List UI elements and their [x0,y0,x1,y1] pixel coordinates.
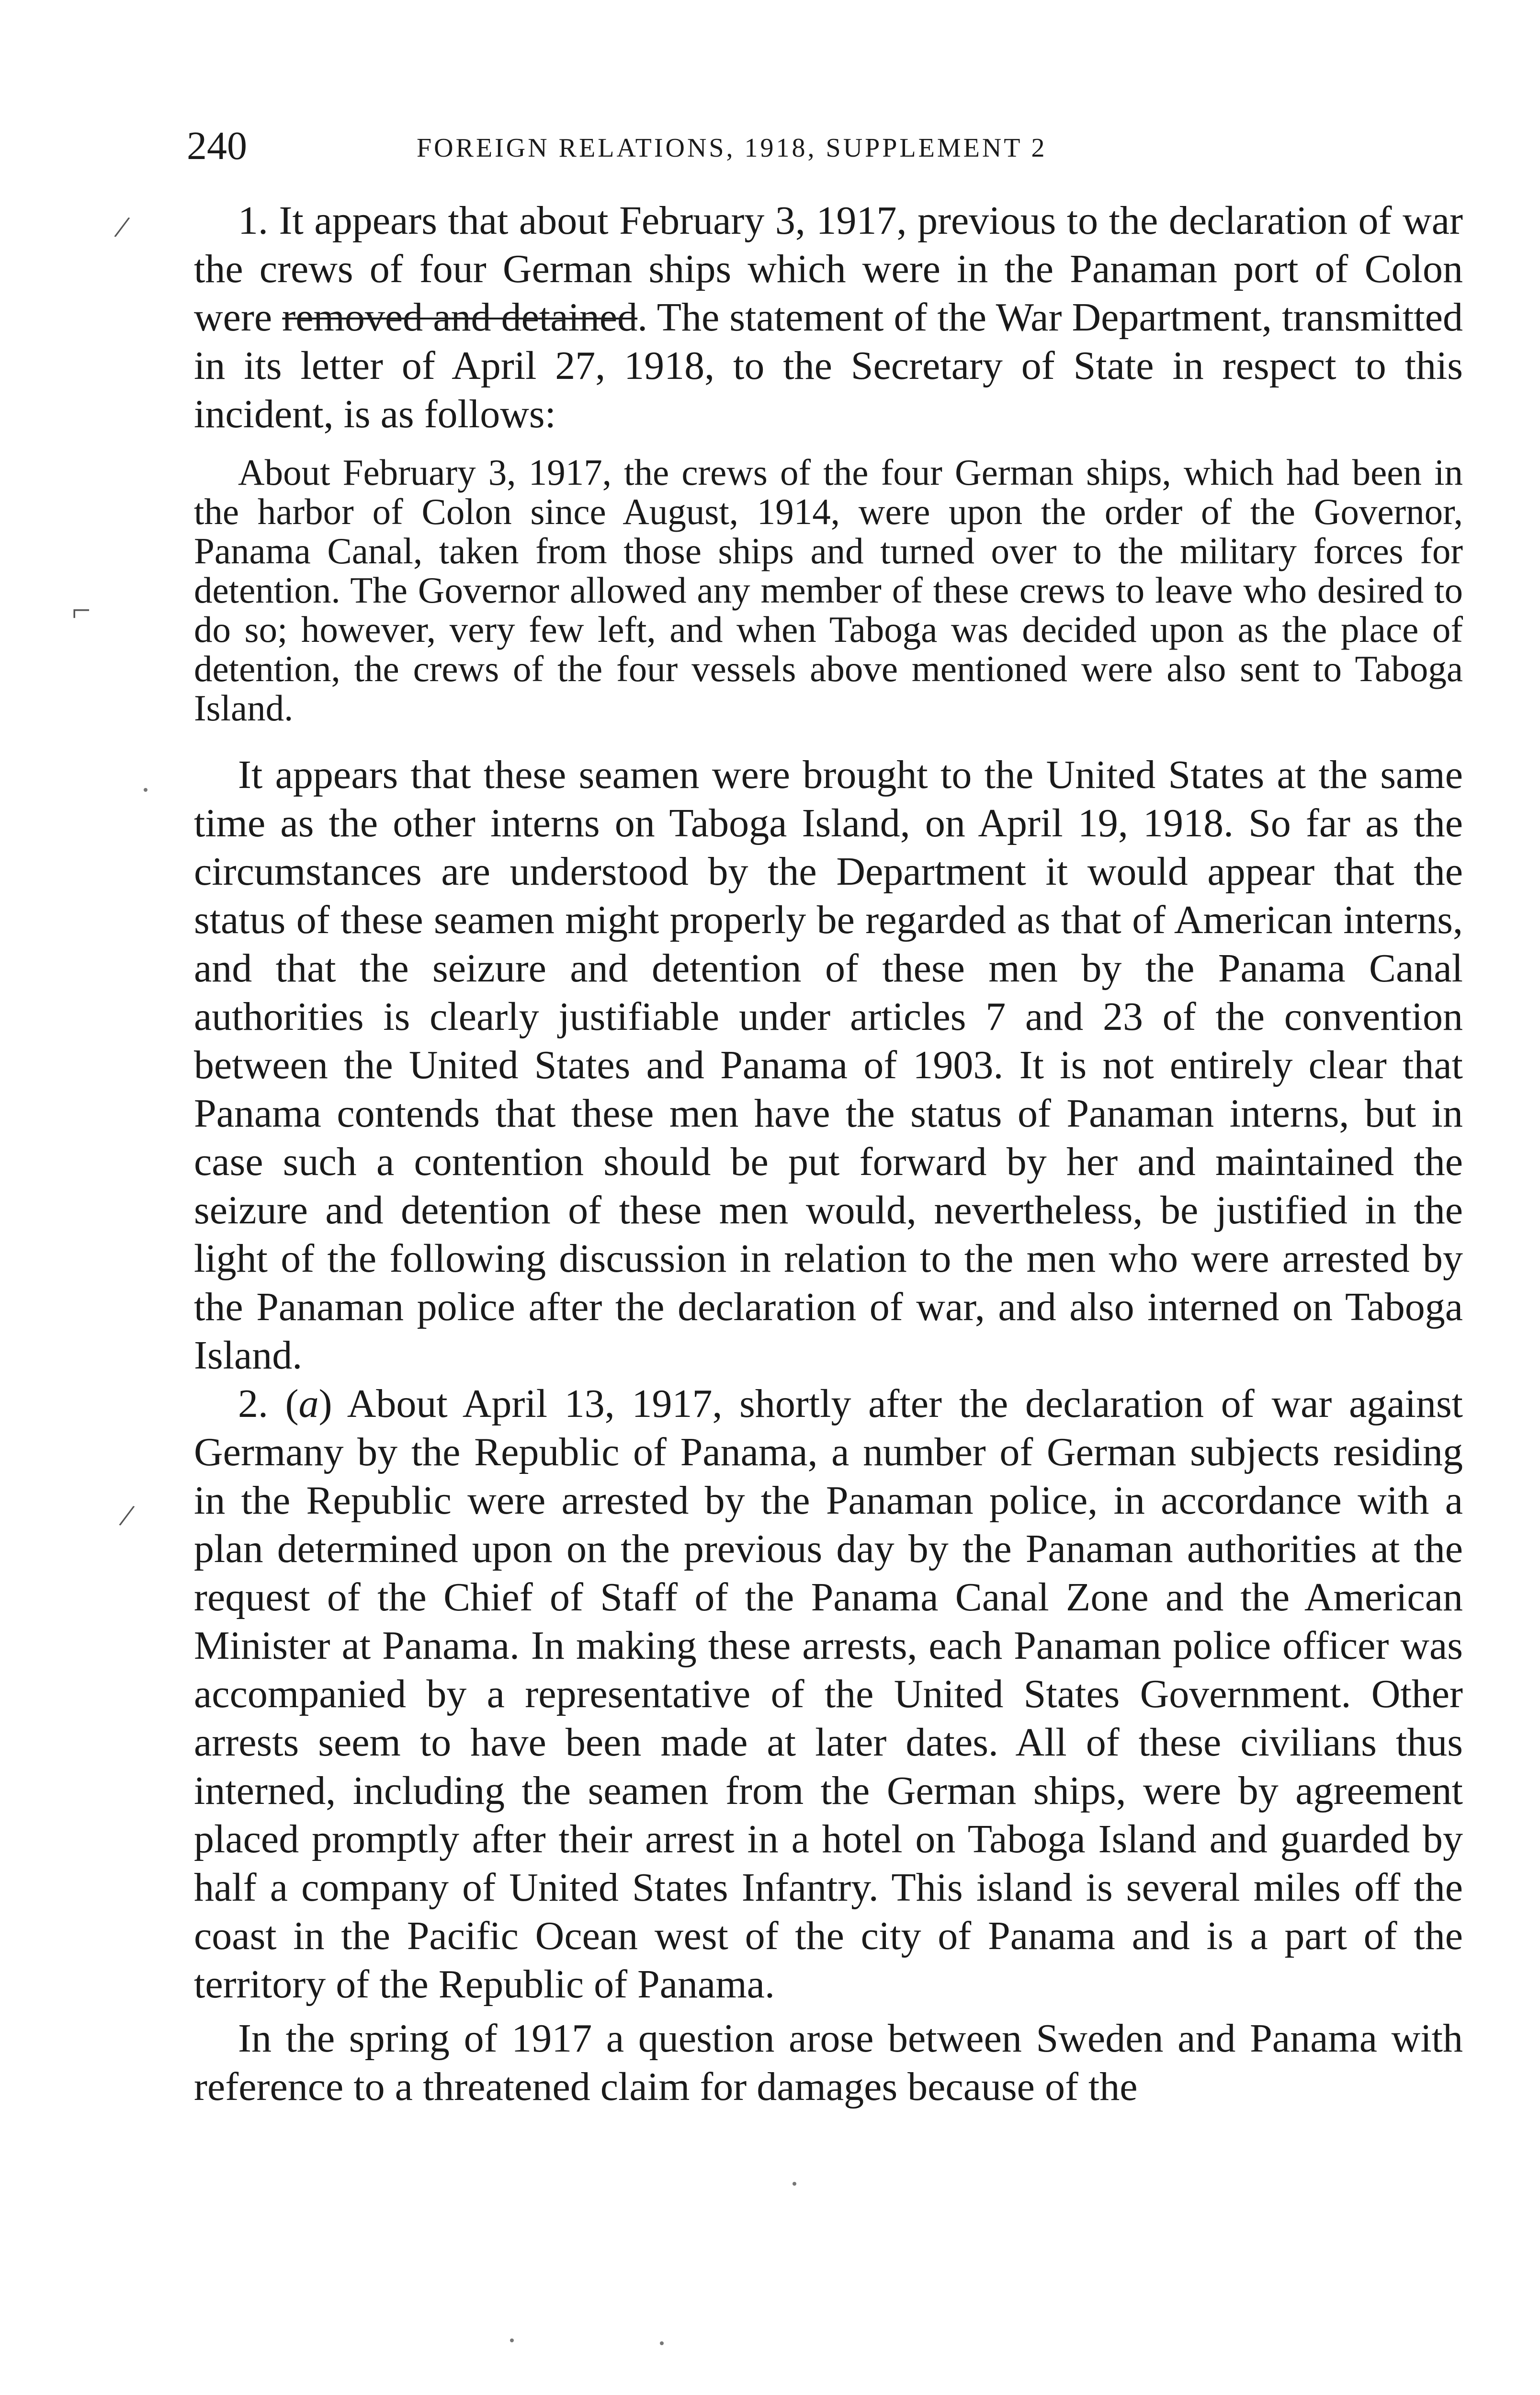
margin-mark: ⌐ [72,592,91,629]
margin-dot [144,788,147,792]
paragraph-1-end: . The statement of the War Department, transmitted in its letter of April 27, 1918, to the Secretary of State in respect to this incident, is as follows: [194,295,1463,436]
paragraph-4: In the spring of 1917 a question arose between Sweden and Panama with reference to a threatened claim for damages because of the [194,2016,1463,2109]
paragraph-1 [194,196,1463,438]
margin-mark: / [112,208,133,247]
text-column [194,196,1463,2111]
page-number: 240 [187,124,247,168]
section-number: 2. ( [238,1381,299,1426]
margin-dot [660,2341,664,2345]
paragraph-2: It appears that these seamen were brought to the United States at the same time as the other interns on Taboga Island, on April 19, 1918. So far as the circumstances are understood by the Department it would appear that the status of these seamen might properly be regarded as that of American interns, and that the seizure and detention of these men by the Panama Canal authorities is clearly justifiable under articles 7 and 23 of the convention between the United States and Panama of 1903. It is not entirely clear that Panama contends that these men have the status of Panaman interns, but in case such a contention should be put forward by her and maintained the seizure and detention of these men would, nevertheless, be justified in the light of the following discussion in relation to the men who were arrested by the Panaman police after the declaration of war, and also interned on Taboga Island. [194,753,1463,1378]
margin-dot [510,2338,514,2342]
block-quote: About February 3, 1917, the crews of the four German ships, which had been in the harbor of Colon since August, 1914, were upon the order of the Governor, Panama Canal, taken from those ships and turned over to the military forces for detention. The Governor allowed any member of these crews to leave who desired to do so; however, very few left, and when Taboga was decided upon as the place of detention, the crews of the four vessels above mentioned were also sent to Taboga Island. [194,452,1463,729]
running-head: FOREIGN RELATIONS, 1918, SUPPLEMENT 2 [417,133,1047,163]
margin-mark: / [116,1496,137,1535]
section-letter: a [298,1381,319,1426]
struck-text: removed and detained [282,295,638,340]
paragraph-3-text: About April 13, 1917, shortly after the declaration of war against Germany by the Republic of Panama, a number of German subjects residing in the Republic were arrested by the Panaman police, in accordance with a plan determined upon on the previous day by the Panaman authorities at the request of the Chief of Staff of the Panama Canal Zone and the American Minister at Panama. In making these arrests, each Panaman police officer was accompanied by a representative of the United States Government. Other arrests seem to have been made at later dates. All of these civilians thus interned, including the seamen from the German ships, were by agreement placed promptly after their arrest in a hotel on Taboga Island and guarded by half a company of United States Infantry. This island is several miles off the coast in the Pacific Ocean west of the city of Panama and is a part of the territory of the Republic of Panama. [194,1381,1463,2007]
page-header [187,122,1480,175]
margin-dot [793,2182,796,2186]
paragraph-3 [194,1380,1463,2008]
paragraph-1-start: 1. It appears that about February 3, 1917, previous to the declaration of war the crews of four German ships which were in the Panaman port of Colon were [194,198,1463,340]
section-close: ) [318,1381,332,1426]
